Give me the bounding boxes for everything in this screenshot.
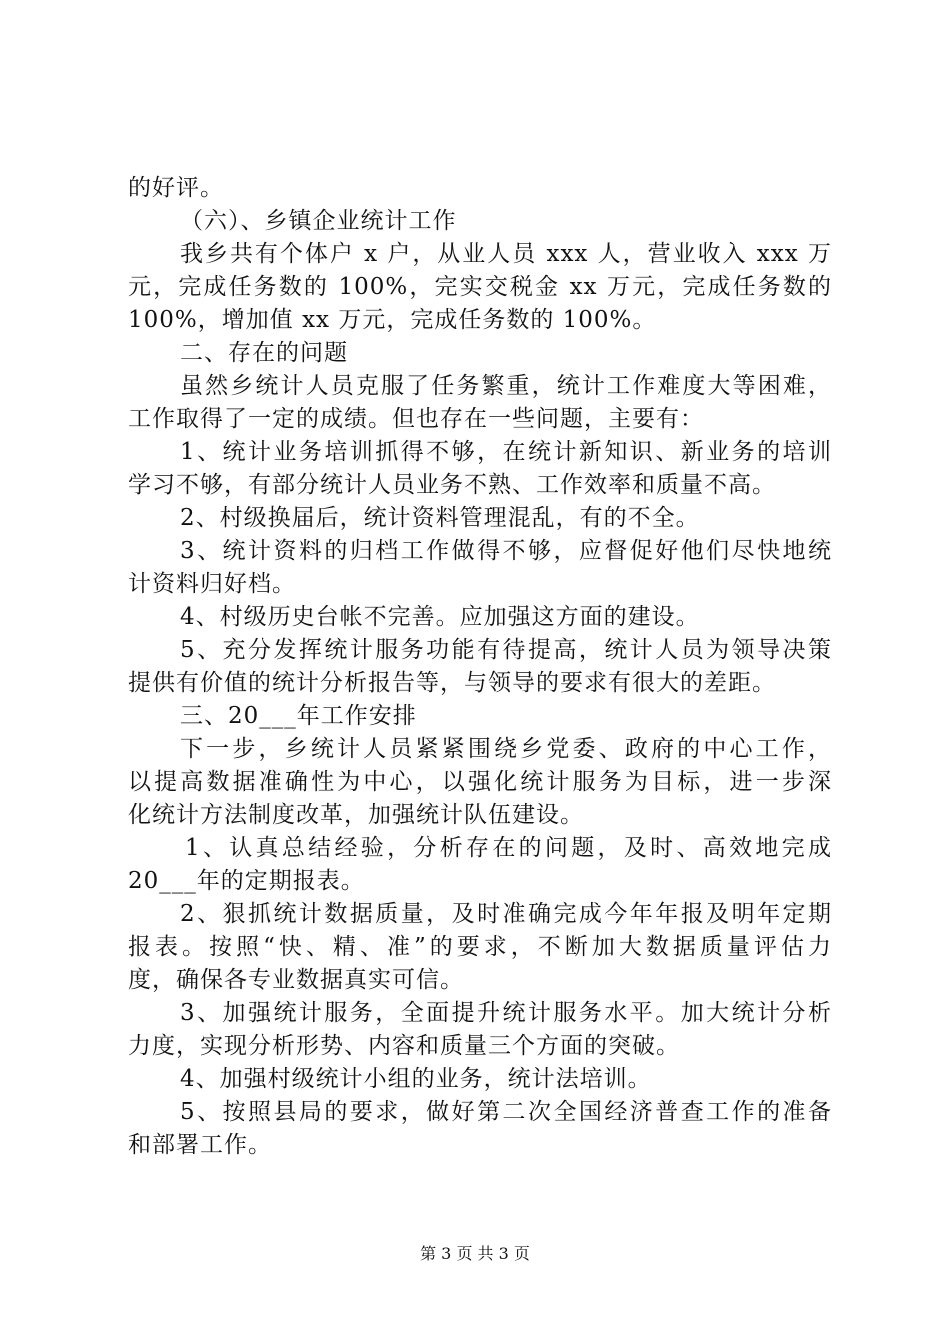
paragraph-line: 我乡共有个体户 x 户，从业人员 xxx 人，营业收入 xxx 万 — [180, 241, 832, 267]
list-item-line: 报表。按照“快、精、准”的要求，不断加大数据质量评估力 — [128, 934, 832, 960]
page-number-footer: 第 3 页 共 3 页 — [420, 1244, 530, 1263]
list-item-line: 3、加强统计服务，全面提升统计服务水平。加大统计分析 — [180, 1000, 832, 1026]
list-item-line: 4、加强村级统计小组的业务，统计法培训。 — [180, 1066, 652, 1092]
list-item-line: 提供有价值的统计分析报告等，与领导的要求有很大的差距。 — [128, 670, 776, 696]
paragraph-line: 100%，增加值 xx 万元，完成任务数的 100%。 — [128, 307, 657, 333]
list-item-line: 度，确保各专业数据真实可信。 — [128, 967, 464, 993]
section-heading-work-plan: 三、20___年工作安排 — [180, 703, 417, 729]
list-item-line: 学习不够，有部分统计人员业务不熟、工作效率和质量不高。 — [128, 472, 776, 498]
section-heading-problems: 二、存在的问题 — [180, 340, 348, 366]
paragraph-line: 化统计方法制度改革，加强统计队伍建设。 — [128, 802, 584, 828]
paragraph-line: 元，完成任务数的 100%，完实交税金 xx 万元，完成任务数的 — [128, 274, 832, 300]
paragraph-line: 虽然乡统计人员克服了任务繁重，统计工作难度大等困难， — [180, 373, 832, 399]
list-item-line: 计资料归好档。 — [128, 571, 296, 597]
list-item-line: 1、认真总结经验，分析存在的问题，及时、高效地完成 — [185, 835, 832, 861]
document-body — [128, 172, 832, 1162]
list-item-line: 5、充分发挥统计服务功能有待提高，统计人员为领导决策 — [180, 637, 832, 663]
paragraph-line: 下一步，乡统计人员紧紧围绕乡党委、政府的中心工作， — [180, 736, 832, 762]
list-item-line: 2、狠抓统计数据质量，及时准确完成今年年报及明年定期 — [180, 901, 832, 927]
list-item-line: 5、按照县局的要求，做好第二次全国经济普查工作的准备 — [180, 1099, 832, 1125]
list-item-line: 1、统计业务培训抓得不够，在统计新知识、新业务的培训 — [180, 439, 832, 465]
list-item-line: 3、统计资料的归档工作做得不够，应督促好他们尽快地统 — [180, 538, 832, 564]
paragraph-line: 的好评。 — [128, 175, 224, 201]
list-item-line: 力度，实现分析形势、内容和质量三个方面的突破。 — [128, 1033, 680, 1059]
paragraph-line: 工作取得了一定的成绩。但也存在一些问题，主要有： — [128, 406, 704, 432]
paragraph-line: 以提高数据准确性为中心，以强化统计服务为目标，进一步深 — [128, 769, 832, 795]
list-item-line: 20___年的定期报表。 — [128, 868, 365, 894]
section-heading-township-enterprise: （六）、乡镇企业统计工作 — [180, 208, 457, 234]
list-item-line: 4、村级历史台帐不完善。应加强这方面的建设。 — [180, 604, 700, 630]
list-item-line: 和部署工作。 — [128, 1132, 272, 1158]
list-item-line: 2、村级换届后，统计资料管理混乱，有的不全。 — [180, 505, 700, 531]
